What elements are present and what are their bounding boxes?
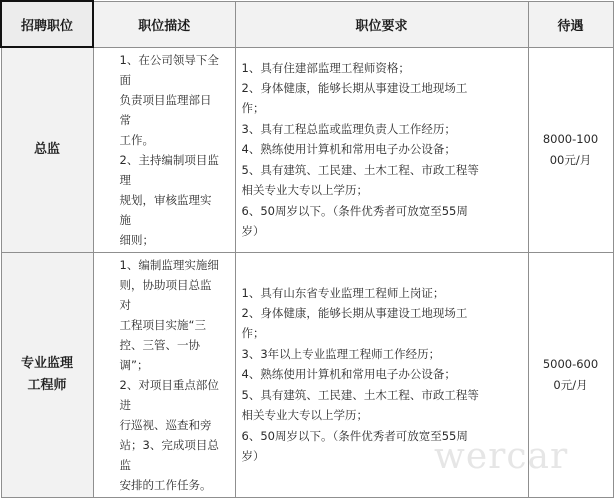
job-requirements-line: 作； (241, 326, 265, 341)
job-requirements-line: 2、身体健康，能够长期从事建设工地现场工 (241, 81, 468, 96)
job-description-line: 细则； (119, 232, 154, 247)
header-description: 职位描述 (93, 1, 235, 47)
job-requirements-cell (235, 47, 528, 252)
job-requirements-line: 岁） (241, 223, 265, 238)
job-requirements-line: 岁） (241, 448, 265, 463)
job-description-line: 1、在公司领导下全面 (119, 52, 219, 87)
table-row (1, 252, 613, 497)
job-description-line: 行巡视、巡查和旁 (119, 417, 212, 432)
job-description-cell (93, 47, 235, 252)
position-title-cell (1, 47, 93, 252)
header-row (1, 1, 613, 47)
header-salary: 待遇 (528, 1, 613, 47)
job-description-line: 工作。 (119, 132, 154, 147)
job-requirements-cell (235, 252, 528, 497)
job-description-cell (93, 252, 235, 497)
job-requirements-line: 5、具有建筑、工民建、土木工程、市政工程等 (241, 387, 479, 402)
job-requirements-line: 3、具有工程总监或监理负责人工作经历； (241, 121, 456, 136)
job-description-line: 则，协助项目总监对 (119, 277, 212, 312)
watermark: wercar (434, 436, 569, 477)
salary-cell (528, 47, 613, 252)
position-title-line: 总监 (33, 141, 60, 157)
job-requirements-line: 6、50周岁以下。（条件优秀者可放宽至55周 (241, 203, 468, 218)
job-requirements-line: 作； (241, 101, 265, 116)
job-description-line: 安排的工作任务。 (119, 477, 212, 492)
header-requirements: 职位要求 (235, 1, 528, 47)
job-description-line: 工程项目实施“三 (119, 317, 206, 332)
position-title-line: 专业监理 (20, 355, 73, 371)
job-requirements-line: 6、50周岁以下。（条件优秀者可放宽至55周 (241, 428, 468, 443)
salary-cell (528, 252, 613, 497)
job-description-line: 规划，审核监理实施 (119, 192, 212, 227)
position-title-line: 工程师 (27, 377, 67, 393)
job-description-line: 1、编制监理实施细 (119, 257, 219, 272)
position-title-cell (1, 252, 93, 497)
job-description-line: 站；3、完成项目总监 (119, 437, 219, 472)
job-requirements-line: 4、熟练使用计算机和常用电子办公设备； (241, 367, 456, 382)
job-description-line: 负责项目监理部日常 (119, 92, 212, 127)
job-description-line: 2、主持编制项目监理 (119, 152, 219, 187)
job-description-line: 2、对项目重点部位进 (119, 377, 219, 412)
job-description-line: 调”； (119, 357, 149, 372)
salary-line: 00元/月 (549, 152, 592, 167)
job-requirements-line: 3、3年以上专业监理工程师工作经历； (241, 346, 441, 361)
table-row (1, 47, 613, 252)
salary-line: 5000-600 (542, 356, 599, 371)
job-requirements-line: 相关专业大专以上学历； (241, 408, 368, 423)
job-description-line: 控、三管、一协 (119, 337, 200, 352)
header-position: 招聘职位 (1, 1, 93, 47)
job-requirements-line: 1、具有住建部监理工程师资格； (241, 60, 410, 75)
job-requirements-line: 5、具有建筑、工民建、土木工程、市政工程等 (241, 162, 479, 177)
salary-line: 0元/月 (553, 377, 588, 392)
job-requirements-line: 1、具有山东省专业监理工程师上岗证； (241, 285, 445, 300)
job-requirements-line: 4、熟练使用计算机和常用电子办公设备； (241, 142, 456, 157)
job-requirements-line: 2、身体健康，能够长期从事建设工地现场工 (241, 306, 468, 321)
job-requirements-line: 相关专业大专以上学历； (241, 183, 368, 198)
salary-line: 8000-100 (542, 131, 599, 146)
